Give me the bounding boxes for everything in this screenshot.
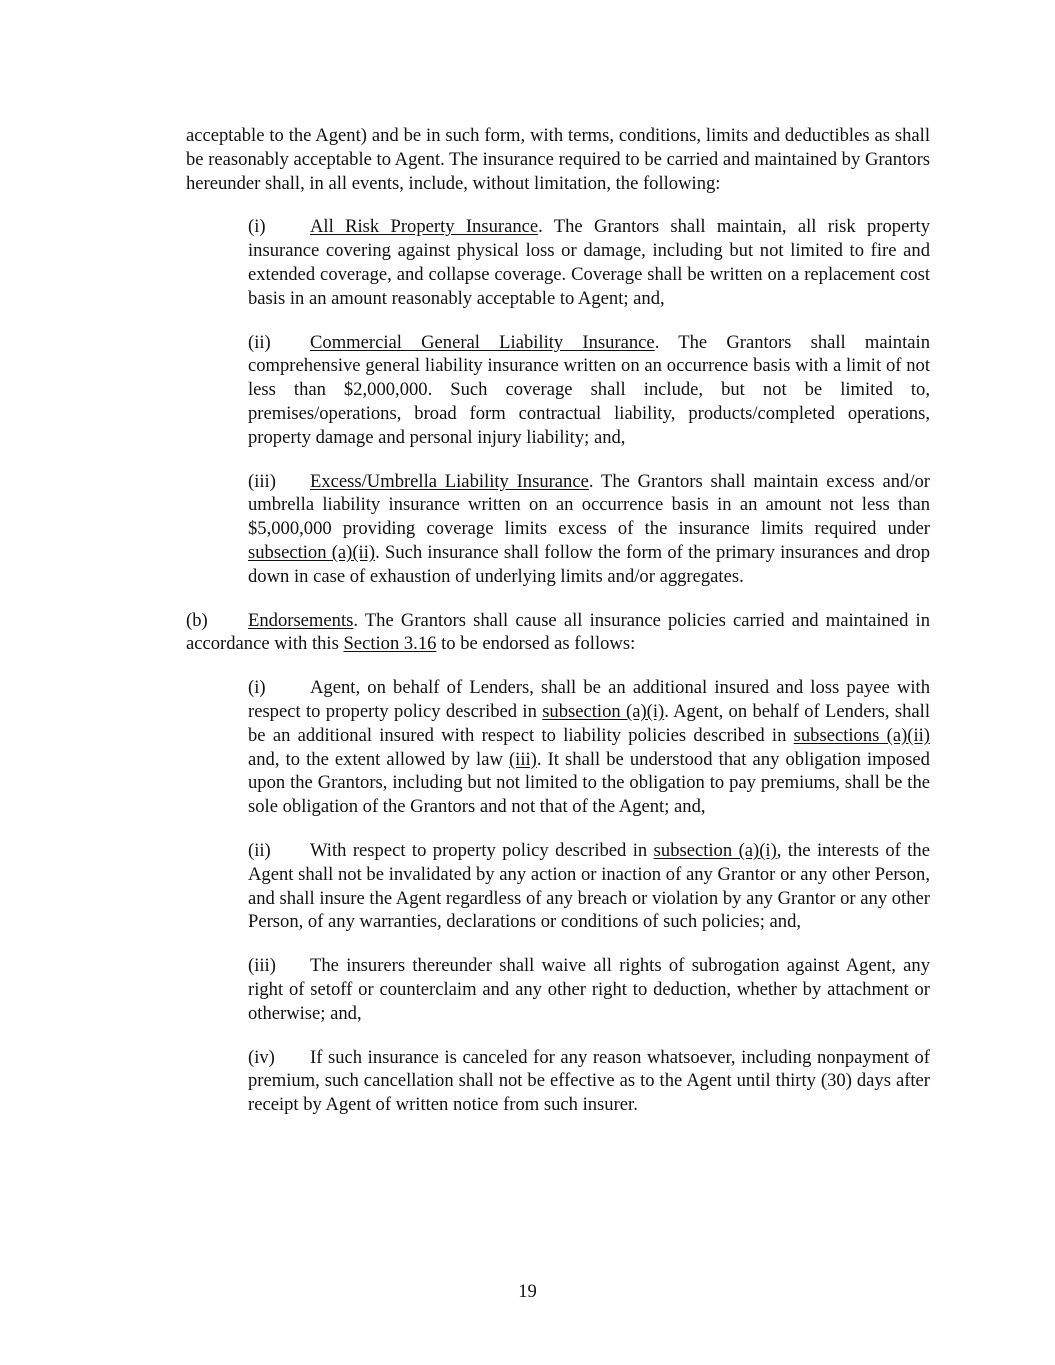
- item-text: The insurers thereunder shall waive all rights of subrogation against Agent, any right of setoff or counterclaim and any other right to deduction, whether by attachment or otherwise; and,: [248, 955, 930, 1024]
- item-text: If such insurance is canceled for any reason whatsoever, including nonpayment of premium, such cancellation shall not be effective as to the Agent until thirty (30) days after receipt by Agent of written notice from such insurer.: [248, 1046, 930, 1116]
- cross-reference: subsection (a)(i): [542, 700, 665, 722]
- item-number: (iii): [248, 955, 276, 977]
- subsection-b-iii: [248, 954, 930, 1025]
- item-text: . Agent, on behalf of Lenders, shall be an additional insured with respect to liability policies described in: [248, 700, 930, 746]
- item-number: (i): [248, 216, 266, 238]
- item-text: . It shall be understood that any obligation imposed upon the Grantors, including but not limited to the obligation to pay premiums, shall be the sole obligation of the Grantors and not that of the Agent; and,: [248, 748, 930, 818]
- item-number: (iii): [248, 470, 276, 492]
- item-text: , the interests of the Agent shall not be invalidated by any action or inaction of any Grantor or any other Person, and shall insure the Agent regardless of any breach or violation by any Grantor or any other Person, of any warranties, declarations or conditions of such policies; and,: [248, 839, 930, 933]
- item-title: Excess/Umbrella Liability Insurance: [310, 470, 589, 492]
- item-text: and, to the extent allowed by law: [248, 748, 509, 770]
- cross-reference: Section 3.16: [343, 633, 437, 655]
- item-text: With respect to property policy described in: [310, 839, 654, 861]
- item-number: (i): [248, 677, 266, 699]
- cross-reference: subsection (a)(i): [653, 839, 777, 861]
- subsection-a-iii: [248, 470, 930, 589]
- item-number: (ii): [248, 331, 271, 353]
- item-title: All Risk Property Insurance: [310, 216, 539, 238]
- document-body: [186, 124, 930, 1137]
- subsection-b-iv: [248, 1046, 930, 1117]
- section-text: to be endorsed as follows:: [436, 633, 636, 655]
- cross-reference: subsections (a)(ii): [793, 724, 930, 746]
- cross-reference: (iii): [508, 748, 537, 770]
- subsection-a-i: [248, 215, 930, 310]
- item-text: . The Grantors shall maintain excess and/or umbrella liability insurance written on an occurrence basis in an amount not less than $5,000,000 providing coverage limits excess of the insurance limits required under: [248, 470, 930, 540]
- item-text: Agent, on behalf of Lenders, shall be an additional insured and loss payee with respect to property policy described in: [248, 677, 930, 722]
- cross-reference: subsection (a)(ii): [248, 541, 376, 563]
- item-text: . The Grantors shall maintain comprehensive general liability insurance written on an occurrence basis with a limit of not less than $2,000,000. Such coverage shall include, but not be limited to, premises/operations, broad form contractual liability, products/completed operations, property damage and personal injury liability; and,: [248, 331, 930, 448]
- section-b-endorsements: [186, 609, 930, 657]
- item-number: (ii): [248, 839, 271, 861]
- subsection-a-ii: [248, 331, 930, 450]
- subsection-b-i: [248, 676, 930, 819]
- section-text: . The Grantors shall cause all insurance policies carried and maintained in accordance with this: [186, 609, 930, 655]
- section-title: Endorsements: [248, 609, 354, 631]
- section-number: (b): [186, 609, 208, 631]
- intro-paragraph: acceptable to the Agent) and be in such form, with terms, conditions, limits and deductibles as shall be reasonably acceptable to Agent. The insurance required to be carried and maintained by Grantors hereunder shall, in all events, include, without limitation, the following:: [186, 125, 930, 194]
- item-text: . Such insurance shall follow the form of the primary insurances and drop down in case of exhaustion of underlying limits and/or aggregates.: [248, 541, 930, 587]
- item-title: Commercial General Liability Insurance: [310, 331, 655, 353]
- item-number: (iv): [248, 1046, 275, 1068]
- page-number: 19: [518, 1281, 537, 1302]
- subsection-b-ii: [248, 839, 930, 934]
- item-text: . The Grantors shall maintain, all risk property insurance covering against physical loss or damage, including but not limited to fire and extended coverage, and collapse coverage. Coverage shall be written on a replacement cost basis in an amount reasonably acceptable to Agent; and,: [248, 216, 930, 309]
